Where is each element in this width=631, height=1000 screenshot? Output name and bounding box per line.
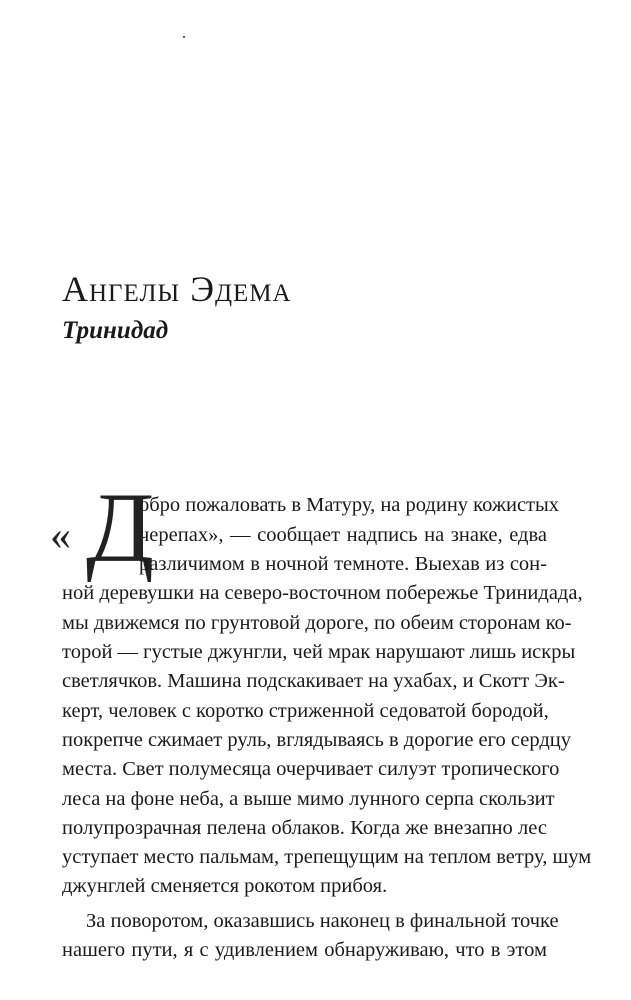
text-line: джунглей сменяется рокотом прибоя.: [62, 875, 388, 897]
text-line: покрепче сжимает руль, вглядываясь в дорогие его сердцу: [62, 729, 571, 751]
text-line: ной деревушки на северо-восточном побережье Тринидада,: [62, 582, 583, 604]
text-line: нашего пути, я с удивлением обнаруживаю, что в этом: [62, 939, 547, 961]
text-line: различимом в ночной темноте. Выехав из сон-: [139, 553, 547, 575]
text-line: торой — густые джунгли, чей мрак нарушают лишь искры: [62, 641, 576, 663]
text-line: мы движемся по грунтовой дороге, по обеим сторонам ко-: [62, 612, 572, 634]
text-line: За поворотом, оказавшись наконец в финальной точке: [86, 910, 559, 932]
print-speck: [183, 36, 185, 38]
text-line: обро пожаловать в Матуру, на родину кожистых: [139, 494, 560, 516]
text-line: места. Свет полумесяца очерчивает силуэт тропического: [62, 758, 560, 780]
text-line: леса на фоне неба, а выше мимо лунного серпа скользит: [62, 788, 555, 810]
text-line: полупрозрачная пелена облаков. Когда же внезапно лес: [62, 817, 547, 839]
text-line: черепах», — сообщает надпись на знаке, едва: [139, 524, 547, 546]
chapter-title: Ангелы Эдема: [62, 269, 292, 309]
chapter-subtitle: Тринидад: [62, 317, 169, 344]
dropcap-letter: Д: [86, 472, 155, 583]
text-line: светлячков. Машина подскакивает на ухабах, и Скотт Эк-: [62, 670, 565, 692]
dropcap-quote-mark: «: [50, 513, 71, 559]
text-line: уступает место пальмам, трепещущим на теплом ветру, шум: [62, 846, 592, 868]
text-line: керт, человек с коротко стриженной седоватой бородой,: [62, 700, 549, 722]
